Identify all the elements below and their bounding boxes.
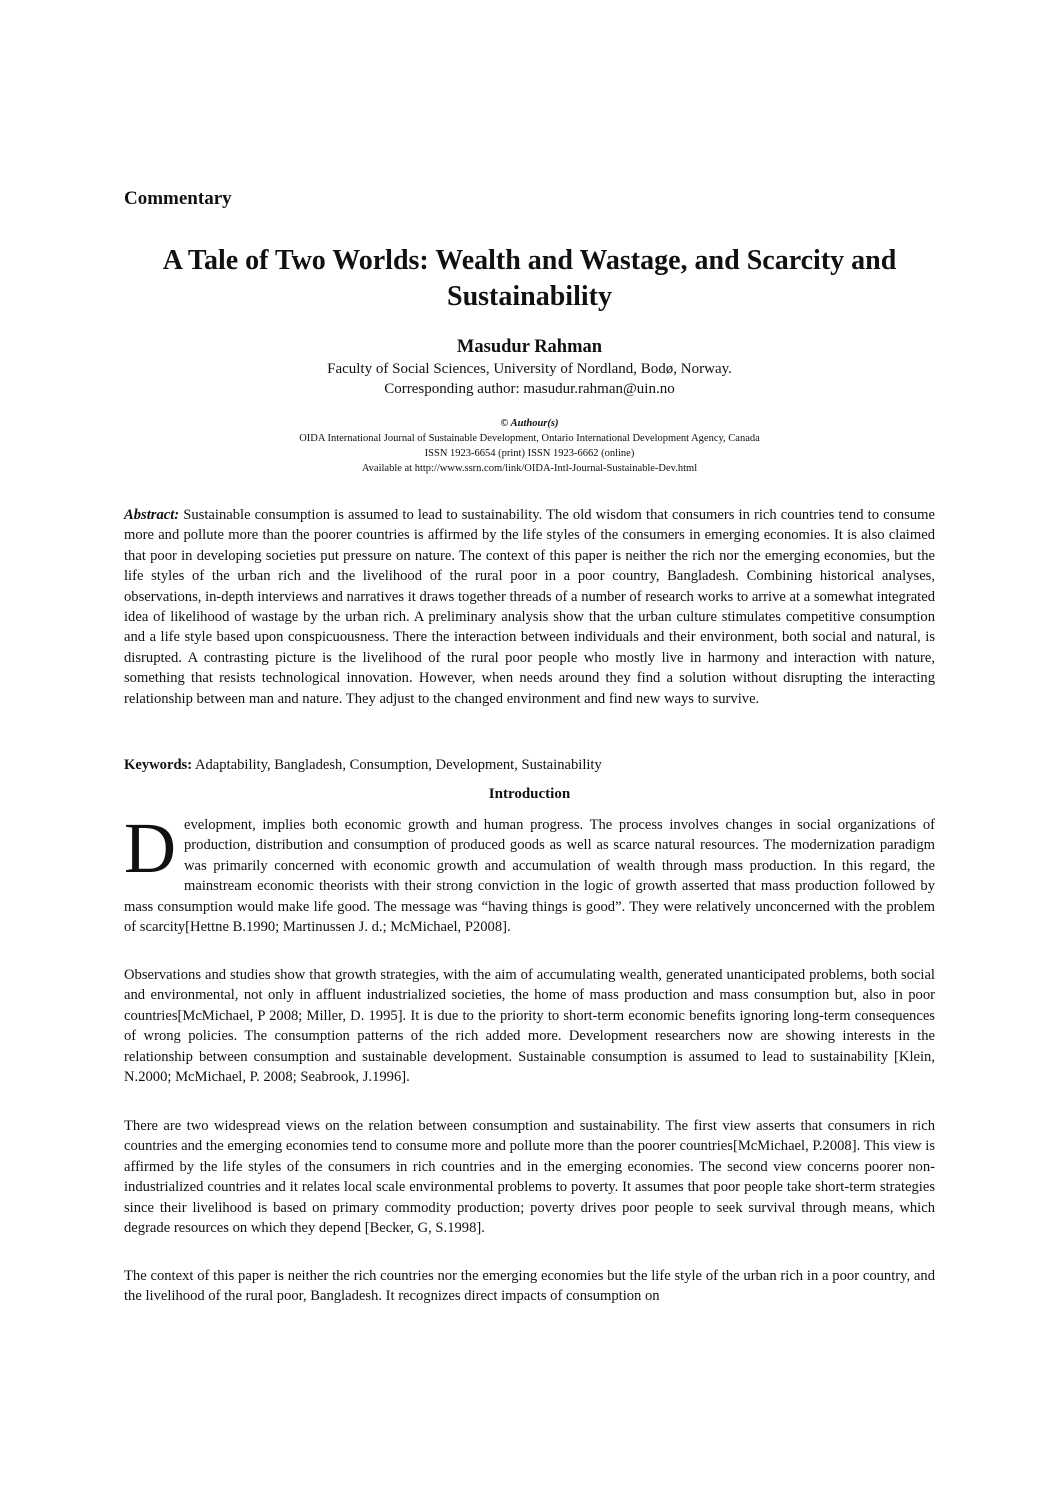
author-block [124,335,935,399]
drop-cap: D [124,808,176,888]
introduction-paragraph-4: The context of this paper is neither the rich countries nor the emerging economies but the life style of the urban rich in a poor country, and the livelihood of the rural poor, Bangladesh. It recognizes direct impacts of consumption on [124,1268,935,1305]
paper-title: A Tale of Two Worlds: Wealth and Wastage, and Scarcity and Sustainability [162,245,897,312]
issn-line: ISSN 1923-6654 (print) ISSN 1923-6662 (online) [424,448,635,459]
journal-line: OIDA International Journal of Sustainable Development, Ontario International Development Agency, Canada [299,433,760,444]
introduction-paragraph-3: There are two widespread views on the relation between consumption and sustainability. The first view asserts that consumers in rich countries and the emerging economies tend to consume more and pollute more than the poorer countries[McMichael, P.2008]. This view is affirmed by the life styles of the consumers in rich countries and in the emerging economies. The second view concerns poorer non-industrialized countries and it relates local scale environmental problems to poverty. It assumes that poor people take short-term strategies since their livelihood is based on primary commodity production; poverty drives poor people to seek survival through means, which degrade resources on which they depend [Becker, G, S.1998]. [124,1118,935,1237]
abstract [124,505,935,709]
keywords-text: Adaptability, Bangladesh, Consumption, Development, Sustainability [194,757,602,773]
introduction-paragraph-2: Observations and studies show that growth strategies, with the aim of accumulating wealth, generated unanticipated problems, both social and environmental, not only in affluent industrialized societies, the home of mass production and mass consumption but, also in poor countries[McMichael, P 2008; Miller, D. 1995]. It is due to the priority to short-term economic benefits ignoring long-term consequences of wrong policies. The consumption patterns of the rich added more. Development researchers now are showing interests in the relationship between consumption and sustainable development. Sustainable consumption is assumed to lead to sustainability [Klein, N.2000; McMichael, P. 2008; Seabrook, J.1996]. [124,967,935,1086]
corresponding-author: Corresponding author: masudur.rahman@uin.no [384,381,675,397]
introduction-paragraph-1 [124,808,935,937]
keywords [124,755,935,775]
author-affiliation: Faculty of Social Sciences, University of Nordland, Bodø, Norway. [327,361,732,377]
copyright-line: © Authour(s) [500,418,559,429]
author-name: Masudur Rahman [456,337,603,357]
publication-info [124,416,935,476]
keywords-label: Keywords: [124,757,193,773]
abstract-text: Sustainable consumption is assumed to lead to sustainability. The old wisdom that consumers in rich countries tend to consume more and pollute more than the poorer countries is affirmed by the life styles of the consumers in emerging economies. It is also claimed that poor in developing societies put pressure on nature. The context of this paper is neither the rich nor the emerging economies, but the life styles of the urban rich and the livelihood of the rural poor in a poor country, Bangladesh. Combining historical analyses, observations, in-depth interviews and narratives it draws together threads of a number of research works to arrive at a somewhat integrated idea of likelihood of wastage by the urban rich. A preliminary analysis show that the urban culture stimulates competitive consumption and a life style based upon conspicuousness. There the interaction between individuals and their environment, both social and natural, is disrupted. A contrasting picture is the livelihood of the rural poor people who mostly live in harmony and interaction with nature, something that resists technological innovation. However, when needs around they find a solution without disrupting the interacting relationship between man and nature. They adjust to the changed environment and find new ways to survive. [124,507,935,707]
abstract-label: Abstract: [124,507,180,523]
availability-line: Available at http://www.ssrn.com/link/OIDA-Intl-Journal-Sustainable-Dev.html [361,463,698,474]
paragraph-1-text: evelopment, implies both economic growth and human progress. The process involves changes in social organizations of production, distribution and consumption of produced goods as well as scarce natural resources. The modernization paradigm was primarily concerned with economic growth and accumulation of wealth through mass production. In this regard, the mainstream economic theorists with their strong conviction in the logic of growth asserted that mass production followed by mass consumption would make life good. The message was “having things is good”. They were relatively unconcerned with the problem of scarcity[Hettne B.1990; Martinussen J. d.; McMichael, P2008]. [124,817,935,936]
introduction-heading: Introduction [488,786,571,802]
section-label: Commentary [124,188,232,209]
